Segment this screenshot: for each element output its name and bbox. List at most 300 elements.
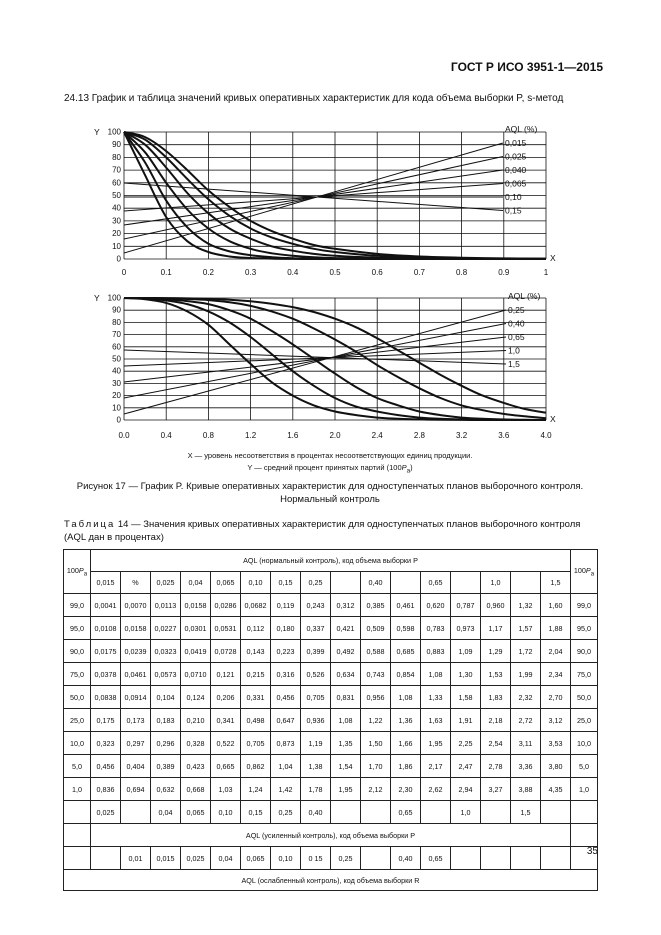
value-cell: 0,685: [391, 640, 421, 663]
aql-cell: [361, 801, 391, 824]
value-cell: 0,526: [301, 663, 331, 686]
x-tick-label: 3.2: [456, 431, 468, 440]
aql-cell: [511, 572, 541, 594]
value-cell: 1,22: [361, 709, 391, 732]
value-cell: 0,634: [331, 663, 361, 686]
bottom-aql-row: [64, 801, 598, 824]
aql-cell: 0,025: [181, 847, 211, 870]
value-cell: 1,50: [361, 732, 391, 755]
value-cell: 2,17: [421, 755, 451, 778]
value-cell: 0,389: [151, 755, 181, 778]
section-title: 24.13 График и таблица значений кривых оперативных характеристик для кода объема выборки P, s-метод: [64, 93, 564, 104]
x-tick-label: 0.0: [118, 431, 130, 440]
value-cell: 1,60: [541, 594, 571, 617]
value-cell: 4,35: [541, 778, 571, 801]
x-tick-label: 0: [121, 268, 127, 277]
value-cell: 1,58: [451, 686, 481, 709]
x-tick-label: 0.1: [160, 268, 172, 277]
pa-cell: 25,0: [64, 709, 91, 732]
pa-cell: 90,0: [571, 640, 598, 663]
table-row: [64, 663, 598, 686]
value-cell: 0,0461: [121, 663, 151, 686]
x-tick-label: 0.8: [456, 268, 468, 277]
table-row: [64, 732, 598, 755]
pa-cell: 95,0: [571, 617, 598, 640]
value-cell: 2,18: [481, 709, 511, 732]
value-cell: 0,223: [271, 640, 301, 663]
value-cell: 2,78: [481, 755, 511, 778]
value-cell: 1,63: [421, 709, 451, 732]
value-cell: 1,09: [451, 640, 481, 663]
value-cell: 3,53: [541, 732, 571, 755]
x-tick-label: 0.2: [202, 268, 214, 277]
value-cell: 0,0108: [91, 617, 121, 640]
legend-title: AQL (%): [508, 291, 541, 301]
aql-cell: 0,10: [271, 847, 301, 870]
x-axis-definition: X — уровень несоответствия в процентах несоответствующих единиц продукции.: [187, 451, 473, 460]
y-tick-label: 100: [107, 293, 121, 303]
value-cell: 0,0113: [151, 594, 181, 617]
table-row: [64, 640, 598, 663]
aql-cell: 0,40: [301, 801, 331, 824]
aql-cell: 0,65: [421, 847, 451, 870]
x-tick-label: 1.2: [245, 431, 257, 440]
x-tick-label: 0.6: [371, 268, 383, 277]
value-cell: 0,175: [91, 709, 121, 732]
value-cell: 1,33: [421, 686, 451, 709]
aql-cell: 0,25: [331, 847, 361, 870]
value-cell: 0,423: [181, 755, 211, 778]
aql-cell: [121, 801, 151, 824]
y-tick-label: 0: [116, 415, 121, 425]
pa-cell: 50,0: [64, 686, 91, 709]
value-cell: 2,04: [541, 640, 571, 663]
value-cell: 0,0378: [91, 663, 121, 686]
aql-cell: 0,10: [241, 572, 271, 594]
legend-label: 0,040: [505, 165, 527, 175]
tightened-header-row: [64, 824, 598, 847]
value-cell: 1,19: [301, 732, 331, 755]
value-cell: 2,54: [481, 732, 511, 755]
value-cell: 0,854: [391, 663, 421, 686]
y-tick-label: 20: [112, 391, 121, 401]
aql-cell: 1,0: [451, 801, 481, 824]
aql-cell: 0,04: [211, 847, 241, 870]
aql-cell: [391, 572, 421, 594]
value-cell: 2,32: [511, 686, 541, 709]
y-tick-label: 10: [112, 241, 121, 251]
value-cell: 0,337: [301, 617, 331, 640]
legend-label: 0,10: [505, 192, 522, 202]
x-tick-label: 1: [543, 268, 549, 277]
x-tick-label: 2.8: [413, 431, 425, 440]
value-cell: 1,32: [511, 594, 541, 617]
value-cell: 3,27: [481, 778, 511, 801]
y-axis-definition: Y — средний процент принятых партий $(100P_a)$: [247, 463, 413, 475]
value-cell: 1,30: [451, 663, 481, 686]
value-cell: 1,88: [541, 617, 571, 640]
value-cell: 2,30: [391, 778, 421, 801]
value-cell: 0,456: [91, 755, 121, 778]
value-cell: 0,705: [241, 732, 271, 755]
value-cell: 0,461: [391, 594, 421, 617]
table-row: [64, 617, 598, 640]
pa-cell: 5,0: [64, 755, 91, 778]
aql-cell: 0,15: [271, 572, 301, 594]
y-tick-label: 60: [112, 342, 121, 352]
value-cell: 0,973: [451, 617, 481, 640]
value-cell: 1,08: [421, 663, 451, 686]
value-cell: 0,0158: [121, 617, 151, 640]
value-cell: 0,341: [211, 709, 241, 732]
value-cell: 0,883: [421, 640, 451, 663]
aql-cell: 0,25: [271, 801, 301, 824]
value-cell: 1,83: [481, 686, 511, 709]
value-cell: 0,831: [331, 686, 361, 709]
pa-cell: 95,0: [64, 617, 91, 640]
value-cell: 0,328: [181, 732, 211, 755]
table-title: Таблица 14 — Значения кривых оперативных характеристик для одноступенчатых планов выборочного контроля (AQL дан в процентах): [64, 519, 581, 543]
aql-cell: 0,10: [211, 801, 241, 824]
figure-caption: Рисунок 17 — График P. Кривые оперативных характеристик для одноступенчатых планов выборочного контроля. Нормальный контроль: [76, 481, 584, 505]
value-cell: 3,80: [541, 755, 571, 778]
value-cell: 0,112: [241, 617, 271, 640]
value-cell: 0,598: [391, 617, 421, 640]
value-cell: 1,53: [481, 663, 511, 686]
value-cell: 0,632: [151, 778, 181, 801]
value-cell: 1,72: [511, 640, 541, 663]
legend-label: 1,5: [508, 359, 520, 369]
value-cell: 1,86: [391, 755, 421, 778]
value-cell: 1,54: [331, 755, 361, 778]
aql-cell: 0,04: [151, 801, 181, 824]
value-cell: 0,323: [91, 732, 121, 755]
aql-cell: 0,40: [391, 847, 421, 870]
value-cell: 0,522: [211, 732, 241, 755]
value-cell: 2,70: [541, 686, 571, 709]
value-cell: 0,0175: [91, 640, 121, 663]
value-cell: 0,0227: [151, 617, 181, 640]
x-axis-label: X: [550, 414, 556, 424]
y-tick-label: 50: [112, 191, 121, 200]
x-tick-label: 0.8: [202, 431, 214, 440]
y-tick-label: 80: [112, 317, 121, 327]
x-tick-label: 0.4: [287, 268, 299, 277]
legend-label: 0,65: [508, 332, 525, 342]
aql-cell: [331, 572, 361, 594]
aql-cell: [481, 847, 511, 870]
aql-cell: 0,065: [181, 801, 211, 824]
aql-cell: [511, 847, 541, 870]
value-cell: 0,836: [91, 778, 121, 801]
value-cell: 2,12: [361, 778, 391, 801]
value-cell: 2,25: [451, 732, 481, 755]
value-cell: 3,36: [511, 755, 541, 778]
y-tick-label: 70: [112, 165, 121, 175]
value-cell: 1,29: [481, 640, 511, 663]
x-tick-label: 0.7: [413, 268, 425, 277]
aql-cell: 1,0: [481, 572, 511, 594]
value-cell: 0,509: [361, 617, 391, 640]
value-cell: 0,210: [181, 709, 211, 732]
aql-cell: 0,025: [91, 801, 121, 824]
aql-cell: [361, 847, 391, 870]
value-cell: 0,143: [241, 640, 271, 663]
tightened-inspection-header: AQL (усиленный контроль), код объема выборки P: [91, 824, 571, 847]
value-cell: 3,88: [511, 778, 541, 801]
value-cell: 0,404: [121, 755, 151, 778]
aql-cell: 0,025: [151, 572, 181, 594]
y-tick-label: 80: [112, 152, 121, 162]
value-cell: 0,243: [301, 594, 331, 617]
value-cell: 0,0323: [151, 640, 181, 663]
pa-cell: 90,0: [64, 640, 91, 663]
pa-cell: 99,0: [64, 594, 91, 617]
y-tick-label: 90: [112, 140, 121, 150]
value-cell: 0,705: [301, 686, 331, 709]
value-cell: 0,0419: [181, 640, 211, 663]
y-tick-label: 30: [112, 216, 121, 226]
empty-cell: [571, 824, 598, 847]
aql-cell: [451, 572, 481, 594]
value-cell: 3,11: [511, 732, 541, 755]
value-cell: 0,297: [121, 732, 151, 755]
value-cell: 0,399: [301, 640, 331, 663]
table-row: [64, 686, 598, 709]
value-cell: 0,183: [151, 709, 181, 732]
reduced-inspection-header: AQL (ослабленный контроль), код объема выборки R: [64, 870, 598, 891]
value-cell: 0,296: [151, 732, 181, 755]
empty-cell: [64, 824, 91, 847]
value-cell: 0,121: [211, 663, 241, 686]
table-row: [64, 755, 598, 778]
x-tick-label: 2.0: [329, 431, 341, 440]
x-tick-label: 4.0: [540, 431, 552, 440]
value-cell: 1,35: [331, 732, 361, 755]
pa-cell: 1,0: [571, 778, 598, 801]
value-cell: 0,0728: [211, 640, 241, 663]
value-cell: 1,04: [271, 755, 301, 778]
chart-top: [94, 124, 556, 277]
aql-cell: 1,5: [541, 572, 571, 594]
aql-cell: [91, 847, 121, 870]
aql-cell: [331, 801, 361, 824]
pa-cell: 99,0: [571, 594, 598, 617]
x-tick-label: 0.4: [160, 431, 172, 440]
value-cell: 1,91: [451, 709, 481, 732]
value-cell: 0,312: [331, 594, 361, 617]
aql-cell: 0,015: [151, 847, 181, 870]
value-cell: 0,588: [361, 640, 391, 663]
y-axis-label: Y: [94, 127, 100, 137]
value-cell: 0,124: [181, 686, 211, 709]
value-cell: 1,78: [301, 778, 331, 801]
value-cell: 1,57: [511, 617, 541, 640]
tightened-aql-row: [64, 847, 598, 870]
table-row: [64, 709, 598, 732]
x-tick-label: 0.9: [498, 268, 510, 277]
y-tick-label: 20: [112, 229, 121, 239]
page-number: 35: [586, 846, 598, 857]
pa-cell: 10,0: [64, 732, 91, 755]
value-cell: 2,34: [541, 663, 571, 686]
x-axis-label: X: [550, 253, 556, 263]
value-cell: 0,668: [181, 778, 211, 801]
legend-label: 0,15: [505, 205, 522, 216]
pa-cell: 75,0: [571, 663, 598, 686]
x-tick-label: 3.6: [498, 431, 510, 440]
value-cell: 1,66: [391, 732, 421, 755]
value-cell: 0,0041: [91, 594, 121, 617]
value-cell: 0,0838: [91, 686, 121, 709]
value-cell: 0,862: [241, 755, 271, 778]
aql-cell: 0,015: [91, 572, 121, 594]
value-cell: 1,36: [391, 709, 421, 732]
value-cell: 0,0301: [181, 617, 211, 640]
value-cell: 0,783: [421, 617, 451, 640]
value-cell: 0,456: [271, 686, 301, 709]
value-cell: 0,0531: [211, 617, 241, 640]
legend-label: 0,25: [508, 305, 525, 315]
aql-cell: [481, 801, 511, 824]
legend-label: 0,065: [505, 178, 527, 189]
pa-cell: 25,0: [571, 709, 598, 732]
reduced-header-row: [64, 870, 598, 891]
value-cell: 1,42: [271, 778, 301, 801]
table-header-row: [64, 550, 598, 572]
aql-cell: 0,01: [121, 847, 151, 870]
value-cell: 0,936: [301, 709, 331, 732]
y-tick-label: 90: [112, 305, 121, 315]
aql-cell: 0,065: [211, 572, 241, 594]
y-tick-label: 40: [112, 366, 121, 376]
value-cell: 0,173: [121, 709, 151, 732]
value-cell: 0,0239: [121, 640, 151, 663]
value-cell: 0,665: [211, 755, 241, 778]
value-cell: 0,620: [421, 594, 451, 617]
value-cell: 0,421: [331, 617, 361, 640]
aql-cell: 0,65: [421, 572, 451, 594]
value-cell: 0,0914: [121, 686, 151, 709]
empty-cell: [571, 801, 598, 824]
legend-label: 0,025: [505, 151, 527, 162]
value-cell: 0,385: [361, 594, 391, 617]
value-cell: 0,694: [121, 778, 151, 801]
y-tick-label: 60: [112, 178, 121, 188]
aql-cell: 1,5: [511, 801, 541, 824]
x-tick-label: 1.6: [287, 431, 299, 440]
aql-cell: 0,04: [181, 572, 211, 594]
value-cell: 2,47: [451, 755, 481, 778]
legend-label: 1,0: [508, 345, 520, 356]
aql-cell: 0,25: [301, 572, 331, 594]
oc-values-table: [63, 549, 598, 891]
document-header: ГОСТ Р ИСО 3951-1—2015: [450, 60, 603, 74]
value-cell: 0,0710: [181, 663, 211, 686]
x-tick-label: 2.4: [371, 431, 383, 440]
value-cell: 2,72: [511, 709, 541, 732]
value-cell: 1,08: [391, 686, 421, 709]
value-cell: 2,94: [451, 778, 481, 801]
legend-leader-line: [124, 351, 506, 367]
y-tick-label: 0: [116, 254, 121, 264]
aql-cell: 0,15: [241, 801, 271, 824]
value-cell: 2,62: [421, 778, 451, 801]
pa-cell: 50,0: [571, 686, 598, 709]
pa-cell: 5,0: [571, 755, 598, 778]
aql-cell: %: [121, 572, 151, 594]
value-cell: 0,206: [211, 686, 241, 709]
normal-inspection-header: AQL (нормальный контроль), код объема выборки P: [91, 550, 571, 572]
table-row: [64, 594, 598, 617]
value-cell: 0,873: [271, 732, 301, 755]
value-cell: 0,647: [271, 709, 301, 732]
pa-cell: 75,0: [64, 663, 91, 686]
aql-cell: [541, 801, 571, 824]
value-cell: 0,316: [271, 663, 301, 686]
legend-title: AQL (%): [505, 124, 538, 134]
aql-cell: 0 15: [301, 847, 331, 870]
value-cell: 0,0070: [121, 594, 151, 617]
value-cell: 0,0682: [241, 594, 271, 617]
aql-cell: 0,40: [361, 572, 391, 594]
value-cell: 3,12: [541, 709, 571, 732]
aql-cell: [451, 847, 481, 870]
value-cell: 0,0158: [181, 594, 211, 617]
table-row: [64, 778, 598, 801]
value-cell: 0,104: [151, 686, 181, 709]
x-tick-label: 0.3: [245, 268, 257, 277]
pa-cell: 1,0: [64, 778, 91, 801]
y-tick-label: 100: [107, 127, 121, 137]
value-cell: 0,331: [241, 686, 271, 709]
legend-label: 0,015: [505, 138, 527, 148]
y-tick-label: 70: [112, 330, 121, 340]
oc-charts: [0, 0, 661, 460]
value-cell: 1,08: [331, 709, 361, 732]
value-cell: 0,956: [361, 686, 391, 709]
x-tick-label: 0.5: [329, 268, 341, 277]
value-cell: 1,95: [331, 778, 361, 801]
value-cell: 0,492: [331, 640, 361, 663]
value-cell: 1,17: [481, 617, 511, 640]
value-cell: 1,95: [421, 732, 451, 755]
y-tick-label: 50: [112, 354, 121, 364]
value-cell: 0,0286: [211, 594, 241, 617]
value-cell: 0,215: [241, 663, 271, 686]
value-cell: 0,960: [481, 594, 511, 617]
empty-cell: [64, 847, 91, 870]
empty-cell: [64, 801, 91, 824]
legend-leader-line: [124, 337, 506, 382]
value-cell: 0,180: [271, 617, 301, 640]
aql-cell: 0,65: [391, 801, 421, 824]
chart-bottom: [94, 291, 556, 440]
y-tick-label: 30: [112, 378, 121, 388]
pa-header: $100P_a$: [571, 550, 598, 594]
value-cell: 1,70: [361, 755, 391, 778]
value-cell: 0,743: [361, 663, 391, 686]
aql-cell: 0,065: [241, 847, 271, 870]
value-cell: 1,03: [211, 778, 241, 801]
value-cell: 0,498: [241, 709, 271, 732]
value-cell: 0,787: [451, 594, 481, 617]
pa-cell: 10,0: [571, 732, 598, 755]
legend-label: 0,40: [508, 318, 525, 329]
value-cell: 1,99: [511, 663, 541, 686]
value-cell: 0,0573: [151, 663, 181, 686]
y-tick-label: 10: [112, 403, 121, 413]
